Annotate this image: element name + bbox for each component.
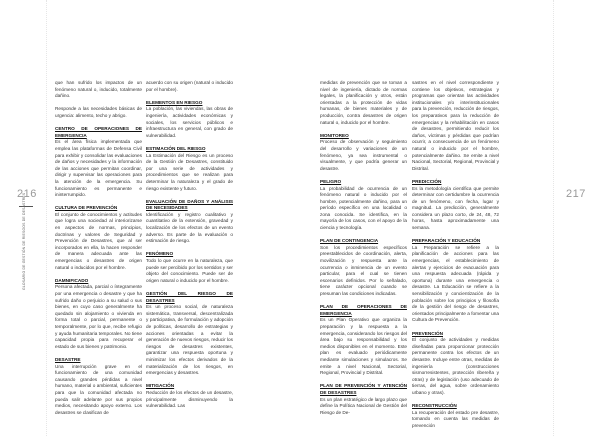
entry-term: PREPARACIÓN Y EDUCACIÓN [412,238,481,244]
entry-definition: Reducción de los efectos de un desastre, principalmente disminuyendo la vulnerabilidad. Las [146,389,233,409]
entry-term: DESASTRE [55,356,81,362]
glossary-entry [55,205,142,271]
entry-definition: La recuperación del estado pre desastre, tomando en cuenta las medidas de prevención [412,409,499,428]
entry-term: PLAN DE PREVENCIÓN Y ATENCIÓN DE DESASTRES [320,383,407,395]
glossary-entry [412,403,499,429]
entry-definition: que han sufrido los impactos de un fenómeno natural o, inducido, totalmente dañino. [55,80,142,99]
paragraph [412,80,499,172]
text-column-1 [55,80,142,423]
glossary-entry [146,383,233,409]
entry-term: ELEMENTOS EN RIESGO [146,99,203,105]
entry-term: RECONSTRUCCIÓN [412,403,457,409]
glossary-entry [146,146,233,192]
paragraph [146,80,233,93]
entry-term: PLAN DE OPERACIONES DE EMERGENCIA [320,304,407,316]
entry-definition: Proceso de observación y seguimiento del desarrollo y variaciones de un fenómeno, ya sea instrumental o visualmente, y que podría generar un desastre. [320,139,407,171]
glossary-entry [55,357,142,416]
glossary-entry [320,383,407,416]
glossary-entry [412,331,499,397]
entry-definition: El conjunto de actividades y medidas diseñadas para proporcionar protección permanente contra los efectos de un desastre. Incluye entre otras, medidas de ingeniería (construcciones sismorresistentes, protección ribereña y otras) y de legislación (uso adecuado de tierras, del agua, sobre ordenamiento urbano y otras). [412,337,499,395]
entry-definition: La Preparación se refiere a la planificación de acciones para las emergencias, el establecimiento de alertas y ejercicios de evacuación para una respuesta adecuada (rápida y oportuna) durante una emergencia o desastre. La Educación se refiere a la sensibilización y concientización de la población sobre los principios y filosofía de la gestión del riesgo de desastres, orientados principalmente a fomentar una Cultura de Prevención. [412,244,499,323]
page-number-left: 216 [17,188,37,200]
entry-definition: Todo lo que ocurre en la naturaleza, que puede ser percibido por los sentidos y ser objeto del conocimiento. Puede ser de origen natural o inducido por el hombre. [146,258,233,283]
paragraph [55,106,142,119]
glossary-entry [55,278,142,351]
entry-term: PELIGRO [320,178,342,184]
entry-definition: Es un Plan Operativo que organiza la preparación y la respuesta a la emergencia, considerando los riesgos del área bajo su responsabilidad y los medios disponibles en el momento. Este plan es evaluado periódicamente mediante simulaciones y simulacros. Se emite a nivel Nacional, Sectorial, Regional, Provincial y Distrital. [320,317,407,376]
glossary-entry [146,100,233,140]
glossary-entry [412,179,499,232]
glossary-entry [320,304,407,377]
glossary-entry [146,291,233,377]
entry-definition: Persona afectada, parcial o íntegramente por una emergencia o desastre y que ha sufrido daño o perjuicio a su salud o sus bienes, en cuyo caso generalmente ha quedado sin alojamiento o vivienda en forma total o parcial, permanente o temporalmente, por lo que, recibe refugio y ayuda humanitaria temporales. No tiene capacidad propia para recuperar el estado de sus bienes y patrimonio. [55,284,142,349]
entry-term: GESTIÓN DEL RIESGO DE DESASTRES [146,291,233,303]
entry-definition: La población, las viviendas, las obras de ingeniería, actividades económicas y sociales, los servicios públicos e infraestructura en general, con grado de vulnerabilidad. [146,106,233,138]
glossary-entry [412,238,499,324]
glossary-entry [320,179,407,232]
entry-term: PLAN DE CONTINGENCIA [320,238,379,244]
entry-term: DAMNIFICADO [55,277,89,283]
entry-definition: Son los procedimientos específicos preestablecidos de coordinación, alerta, movilización y respuesta ante la ocurrencia o inminencia de un evento particular, para el cual se tienen escenarios definidos. Por lo señalado, tiene carácter opcional cuando se presuman las condiciones indicadas. [320,244,407,296]
glossary-entry [146,199,233,245]
entry-definition: Es la metodología científica que permite determinar con certidumbre la ocurrencia de un fenómeno, con fecha, lugar y magnitud. La predicción, generalmente considera un plazo corto, de 24, 48, 72 horas, hasta aproximadamente una semana. [412,185,499,231]
entry-definition: acuerdo con su origen (natural o inducido por el hombre). [146,80,233,92]
entry-definition: Es el área física implementada que emplea las plataformas de Defensa Civil para exhibir y consolidar las evaluaciones de daños y necesidades y la información de las acciones que permitan coordinar, dirigir y supervisar las operaciones para la atención de la emergencia. Su funcionamiento es permanente e ininterrumpido. [55,139,142,198]
page-edge-left [46,0,47,436]
entry-term: CENTRO DE OPERACIONES DE EMERGENCIA [55,126,142,138]
entry-term: FENÓMENO [146,251,174,257]
entry-term: MITIGACIÓN [146,383,175,389]
entry-definition: La probabilidad de ocurrencia de un fenómeno natural o inducido por el hombre, potencialmente dañino, para un período específico en una localidad o zona conocida. Se identifica, en la mayoría de los casos, con el apoyo de la ciencia y tecnología. [320,185,407,231]
entry-definition: Identificación y registro cualitativo y cuantitativo de la extensión, gravedad y localización de los efectos de un evento adverso. Es parte de la evaluación o estimación de riesgo. [146,211,233,244]
entry-definition: Es un proceso social, de naturaleza sistemática, transversal, descentralizada y participativa, de formulación y adopción de políticas, desarrollo de estrategias y acciones orientadas a evitar la generación de nuevos riesgos, reducir los riesgos de desastres existentes, garantizar una respuesta oportuna y minimizar los efectos derivados de la materialización de los riesgos, en emergencias y desastres. [146,304,233,376]
glossary-entry [146,251,233,284]
text-column-4 [412,80,499,436]
entry-term: CULTURA DE PREVENCIÓN [55,205,118,211]
entry-term: MONITOREO [320,132,349,138]
entry-definition: Responde a las necesidades básicas de urgencia: alimento, techo y abrigo. [55,106,142,118]
running-head: GLOSARIO DE GESTIÓN DE RIESGOS DE DESASTRES [22,192,26,290]
entry-definition: La Estimación del Riesgo es un proceso de la Gestión de Desastres, constituido por una serie de actividades y procedimientos que se realizan para determinar la naturaleza y el grado de riesgo existente y futuro. [146,152,233,191]
entry-definition: Una interrupción grave en el funcionamiento de una comunidad causando grandes pérdidas a nivel humano, material o ambiental, suficientes para que la comunidad afectada no pueda salir adelante por sus propios medios, necesitando apoyo externo. Los desastres se clasifican de [55,363,142,415]
entry-definition: El conjunto de conocimientos y actitudes que logra una sociedad al interiorizarse en aspectos de normas, principios, doctrinas y valores de Seguridad y Prevención de Desastres, que al ser incorporados en ella, la hacen responder de manera adecuada ante las emergencias o desastres de origen natural o inducidos por el hombre. [55,211,142,270]
glossary-entry [320,238,407,297]
entry-term: PREDICCIÓN [412,178,442,184]
entry-definition: sastres en el nivel correspondiente y contiene los objetivos, estrategias y programas que orientan las actividades institucionales y/o interinstitucionales para la prevención, reducción de riesgos, los preparativos para la reducción de emergencias y la rehabilitación en casos de desastres, permitiendo reducir los daños, víctimas y pérdidas que podrían ocurrir, a consecuencia de un fenómeno natural o inducido por el hombre, potencialmente dañino. Se emite a nivel Nacional, Sectorial, Regional, Provincial y Distrital. [412,80,499,171]
paragraph [320,80,407,126]
page-edge-right [553,0,554,436]
entry-term: EVALUACIÓN DE DAÑOS Y ANÁLISIS DE NECESIDADES [146,198,233,211]
entry-definition: Es un plan estratégico de largo plazo que define la Política Nacional de Gestión del Riesgo de De- [320,396,407,415]
entry-definition: medidas de prevención que se toman a nivel de ingeniería, dictado de normas legales, la planificación y otros, están orientadas a la protección de vidas humanas, de bienes materiales y de producción, contra desastres de origen natural o, inducido por el hombre. [320,80,407,125]
paragraph [55,80,142,100]
glossary-entry [55,126,142,199]
text-column-3 [320,80,407,423]
entry-term: PREVENCIÓN [412,330,443,336]
page-number-right: 217 [566,188,586,200]
glossary-entry [320,133,407,173]
text-column-2 [146,80,233,416]
entry-term: ESTIMACIÓN DEL RIESGO [146,145,206,151]
